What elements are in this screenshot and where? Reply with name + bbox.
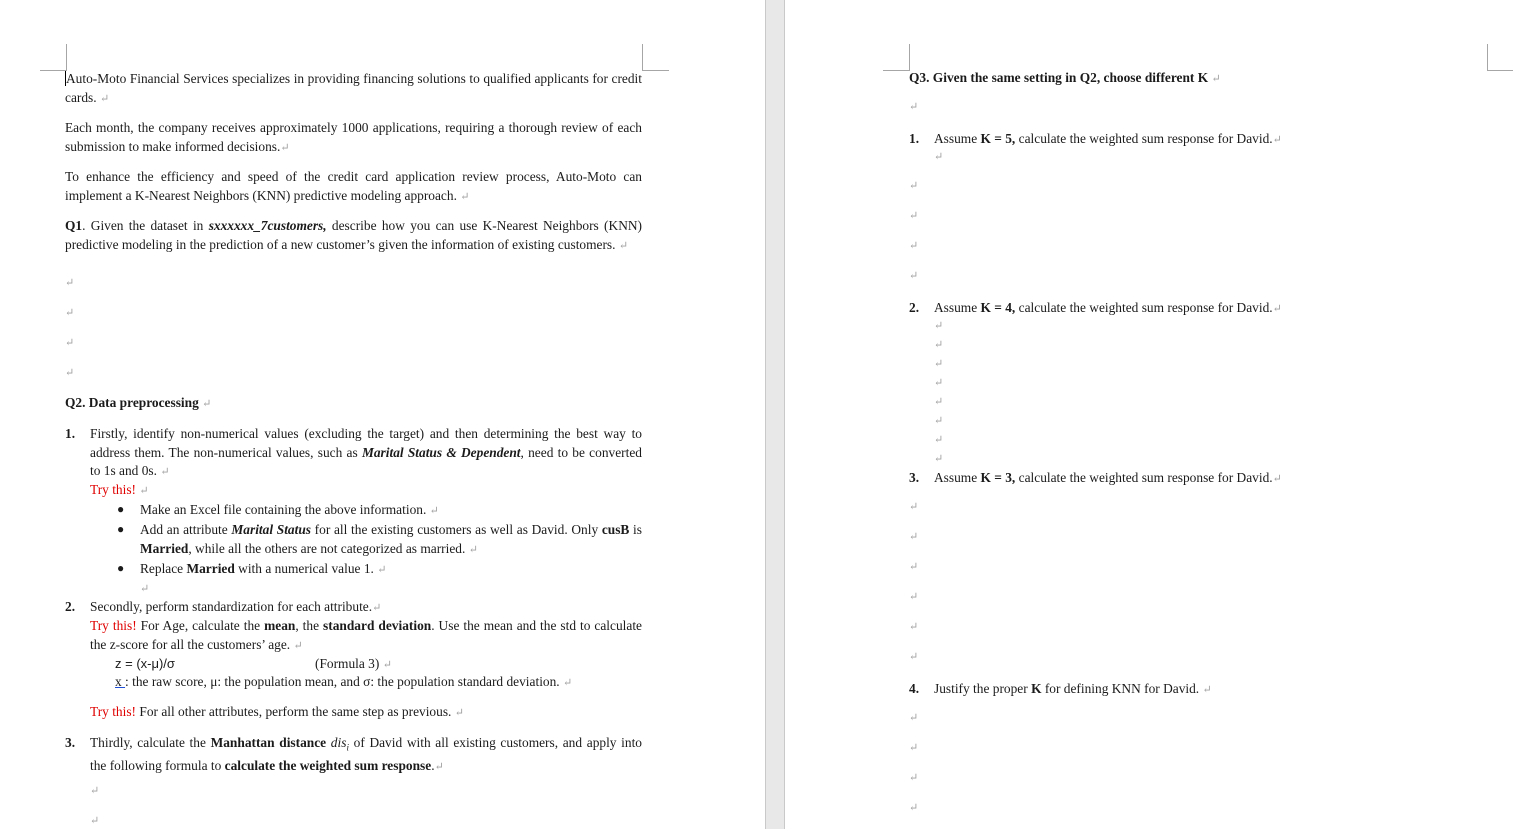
empty-paragraph: ↵ xyxy=(909,501,919,513)
empty-paragraph: ↵ xyxy=(65,337,75,349)
empty-paragraph: ↵ xyxy=(909,802,919,814)
list-number-1: 1. xyxy=(909,131,920,146)
try-this-label: Try this! ↵ xyxy=(90,482,149,497)
intro-paragraph-3[interactable]: To enhance the efficiency and speed of the credit card application review process, Auto-Moto can implement a K-Nearest Neighbors (KNN) predictive modeling approach. ↵ xyxy=(65,169,642,203)
q3-item-4[interactable]: Justify the proper K for defining KNN for David. ↵ xyxy=(934,681,1212,696)
step-2-try-this[interactable]: Try this! For Age, calculate the mean, the standard deviation. Use the mean and the std to calculate the z-score for all the customers’ age. ↵ xyxy=(90,618,642,652)
crop-mark-top-left xyxy=(40,44,67,71)
list-number-2: 2. xyxy=(909,300,920,315)
empty-paragraph: ↵ xyxy=(934,415,944,427)
bullet-item-1[interactable]: Make an Excel file containing the above information. ↵ xyxy=(140,502,439,517)
empty-paragraph: ↵ xyxy=(934,453,944,465)
empty-paragraph: ↵ xyxy=(909,621,919,633)
intro-paragraph-2[interactable]: Each month, the company receives approximately 1000 applications, requiring a thorough review of each submission to make informed decisions.↵ xyxy=(65,120,642,154)
empty-paragraph: ↵ xyxy=(934,434,944,446)
empty-paragraph: ↵ xyxy=(909,101,919,113)
list-number-2: 2. xyxy=(65,599,76,614)
empty-paragraph: ↵ xyxy=(934,377,944,389)
q3-item-2[interactable]: Assume K = 4, calculate the weighted sum response for David.↵ xyxy=(934,300,1282,315)
empty-paragraph: ↵ xyxy=(909,712,919,724)
crop-mark-top-right xyxy=(642,44,669,71)
formula-label: (Formula 3) ↵ xyxy=(315,656,392,671)
bullet-icon: ● xyxy=(117,502,125,516)
empty-paragraph: ↵ xyxy=(934,320,944,332)
bullet-icon: ● xyxy=(117,522,125,536)
q3-heading[interactable]: Q3. Given the same setting in Q2, choose different K ↵ xyxy=(909,70,1221,85)
step-2-try-this-2[interactable]: Try this! For all other attributes, perform the same step as previous. ↵ xyxy=(90,704,464,719)
empty-paragraph: ↵ xyxy=(909,531,919,543)
step-3-text[interactable]: Thirdly, calculate the Manhattan distance dis$_i$ of David with all existing customers, and apply into the following formula to calculate the weighted sum response.↵ xyxy=(90,735,642,774)
empty-paragraph: ↵ xyxy=(909,561,919,573)
document-page-right xyxy=(785,0,1513,829)
formula-text: z = (x-μ)/σ xyxy=(115,656,175,671)
bullet-icon: ● xyxy=(117,561,125,575)
empty-paragraph: ↵ xyxy=(934,339,944,351)
dataset-name: sxxxxxx_7customers, xyxy=(208,218,327,233)
q3-item-1[interactable]: Assume K = 5, calculate the weighted sum response for David.↵ xyxy=(934,131,1282,146)
empty-paragraph: ↵ xyxy=(909,651,919,663)
bullet-item-3[interactable]: Replace Married with a numerical value 1. ↵ xyxy=(140,561,387,576)
empty-paragraph: ↵ xyxy=(90,815,100,827)
q3-item-3[interactable]: Assume K = 3, calculate the weighted sum response for David.↵ xyxy=(934,470,1282,485)
intro-paragraph-1[interactable]: Auto-Moto Financial Services specializes in providing financing solutions to qualified applicants for credit cards. ↵ xyxy=(65,71,642,105)
step-2-text[interactable]: Secondly, perform standardization for each attribute.↵ xyxy=(90,599,382,614)
crop-mark-top-right xyxy=(1487,44,1513,71)
empty-paragraph: ↵ xyxy=(909,240,919,252)
crop-mark-top-left xyxy=(883,44,910,71)
empty-paragraph: ↵ xyxy=(909,180,919,192)
empty-paragraph: ↵ xyxy=(909,591,919,603)
question-1[interactable]: Q1. Given the dataset in sxxxxxx_7customers, describe how you can use K-Nearest Neighbors (KNN) predictive modeling in the prediction of a new customer’s given the information of existing customers. ↵ xyxy=(65,218,642,252)
empty-paragraph: ↵ xyxy=(909,772,919,784)
list-number-1: 1. xyxy=(65,426,76,441)
empty-paragraph: ↵ xyxy=(909,210,919,222)
empty-paragraph: ↵ xyxy=(909,742,919,754)
list-number-3: 3. xyxy=(909,470,920,485)
empty-paragraph: ↵ xyxy=(65,307,75,319)
empty-paragraph: ↵ xyxy=(934,358,944,370)
list-number-4: 4. xyxy=(909,681,920,696)
empty-paragraph: ↵ xyxy=(140,583,150,595)
empty-paragraph: ↵ xyxy=(934,396,944,408)
formula-legend[interactable]: x : the raw score, μ: the population mean, and σ: the population standard deviation. ↵ xyxy=(115,674,573,689)
dis-symbol: dis$_i$ xyxy=(330,735,349,753)
page-gutter xyxy=(765,0,785,829)
empty-paragraph: ↵ xyxy=(934,151,944,163)
bullet-item-2[interactable]: Add an attribute Marital Status for all the existing customers as well as David. Only cusB is Married, while all the others are not categorized as married. ↵ xyxy=(140,522,642,556)
empty-paragraph: ↵ xyxy=(90,785,100,797)
step-1-text[interactable]: Firstly, identify non-numerical values (excluding the target) and then determining the best way to address them. The non-numerical values, such as Marital Status & Dependent, need to be converted to 1s and 0s. ↵ xyxy=(90,426,642,478)
q2-heading[interactable]: Q2. Data preprocessing ↵ xyxy=(65,395,212,410)
empty-paragraph: ↵ xyxy=(65,277,75,289)
list-number-3: 3. xyxy=(65,735,76,750)
empty-paragraph: ↵ xyxy=(65,367,75,379)
empty-paragraph: ↵ xyxy=(909,270,919,282)
